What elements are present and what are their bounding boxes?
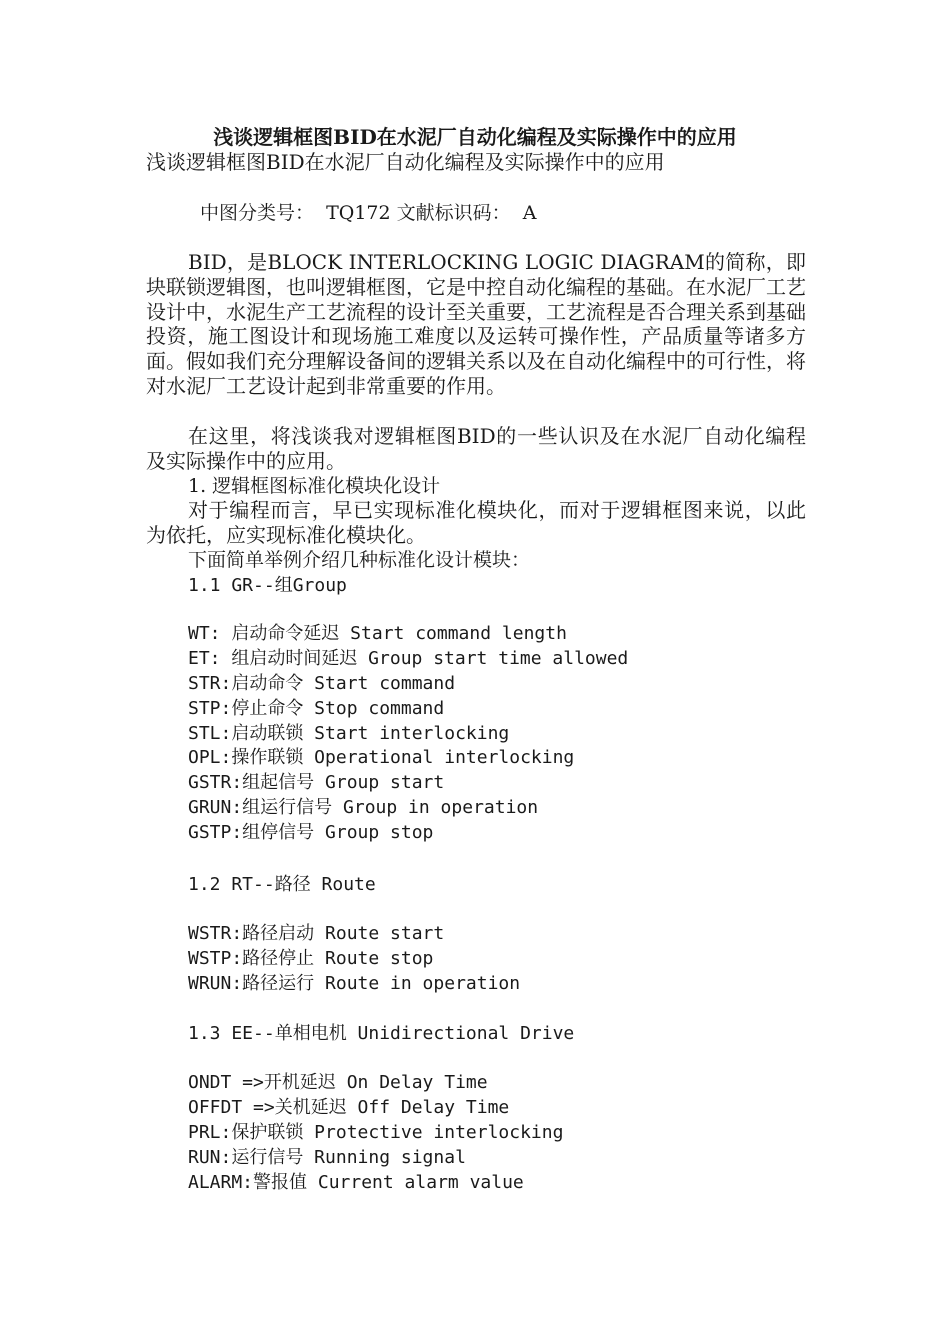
list-item: WT: 启动命令延迟 Start command length	[188, 623, 567, 644]
list-item: WSTP:路径停止 Route stop	[188, 947, 434, 969]
list-item: PRL:保护联锁 Protective interlocking	[188, 1121, 564, 1143]
list-item: OPL:操作联锁 Operational interlocking	[188, 747, 575, 769]
list-item: OFFDT =>关机延迟 Off Delay Time	[188, 1096, 510, 1118]
standardization-paragraph: 对于编程而言，早已实现标准化模块化，而对于逻辑框图来说，以此为依托，应实现标准化模块化。	[146, 498, 806, 547]
route-signal-list	[188, 922, 520, 997]
drive-signal-list	[188, 1071, 563, 1195]
section-1-heading: 1. 逻辑框图标准化模块化设计	[188, 475, 441, 497]
intro-paragraph: BID，是BLOCK INTERLOCKING LOGIC DIAGRAM的简称，即块联锁逻辑图，也叫逻辑框图，它是中控自动化编程的基础。在水泥厂工艺设计中，水泥生产工艺流程的设计至关重要，工艺流程是否合理关系到基础投资，施工图设计和现场施工难度以及运转可操作性，产品质量等诸多方面。假如我们充分理解设备间的逻辑关系以及在自动化编程中的可行性，将对水泥厂工艺设计起到非常重要的作用。	[146, 250, 806, 398]
list-item: STL:启动联锁 Start interlocking	[188, 722, 510, 744]
list-item: WSTR:路径启动 Route start	[188, 923, 445, 944]
list-item: WRUN:路径运行 Route in operation	[188, 972, 521, 994]
list-item: GSTR:组起信号 Group start	[188, 772, 445, 794]
list-item: ALARM:警报值 Current alarm value	[188, 1171, 524, 1193]
group-signal-list	[188, 622, 628, 846]
list-item: STR:启动命令 Start command	[188, 672, 456, 694]
examples-intro: 下面简单举例介绍几种标准化设计模块：	[188, 549, 531, 571]
section-1-3-heading: 1.3 EE--单相电机 Unidirectional Drive	[188, 1023, 575, 1044]
list-item: ONDT =>开机延迟 On Delay Time	[188, 1072, 488, 1093]
classification-line: 中图分类号： TQ172 文献标识码： A	[200, 202, 537, 224]
list-item: STP:停止命令 Stop command	[188, 697, 445, 719]
document-title: 浅谈逻辑框图BID在水泥厂自动化编程及实际操作中的应用	[213, 125, 737, 149]
section-1-1-heading: 1.1 GR--组Group	[188, 575, 347, 596]
list-item: RUN:运行信号 Running signal	[188, 1146, 466, 1168]
section-1-2-heading: 1.2 RT--路径 Route	[188, 874, 376, 895]
list-item: ET: 组启动时间延迟 Group start time allowed	[188, 647, 629, 669]
document-subtitle: 浅谈逻辑框图BID在水泥厂自动化编程及实际操作中的应用	[146, 150, 665, 174]
scope-paragraph: 在这里，将浅谈我对逻辑框图BID的一些认识及在水泥厂自动化编程及实际操作中的应用。	[146, 424, 806, 473]
list-item: GSTP:组停信号 Group stop	[188, 822, 434, 844]
list-item: GRUN:组运行信号 Group in operation	[188, 797, 539, 819]
